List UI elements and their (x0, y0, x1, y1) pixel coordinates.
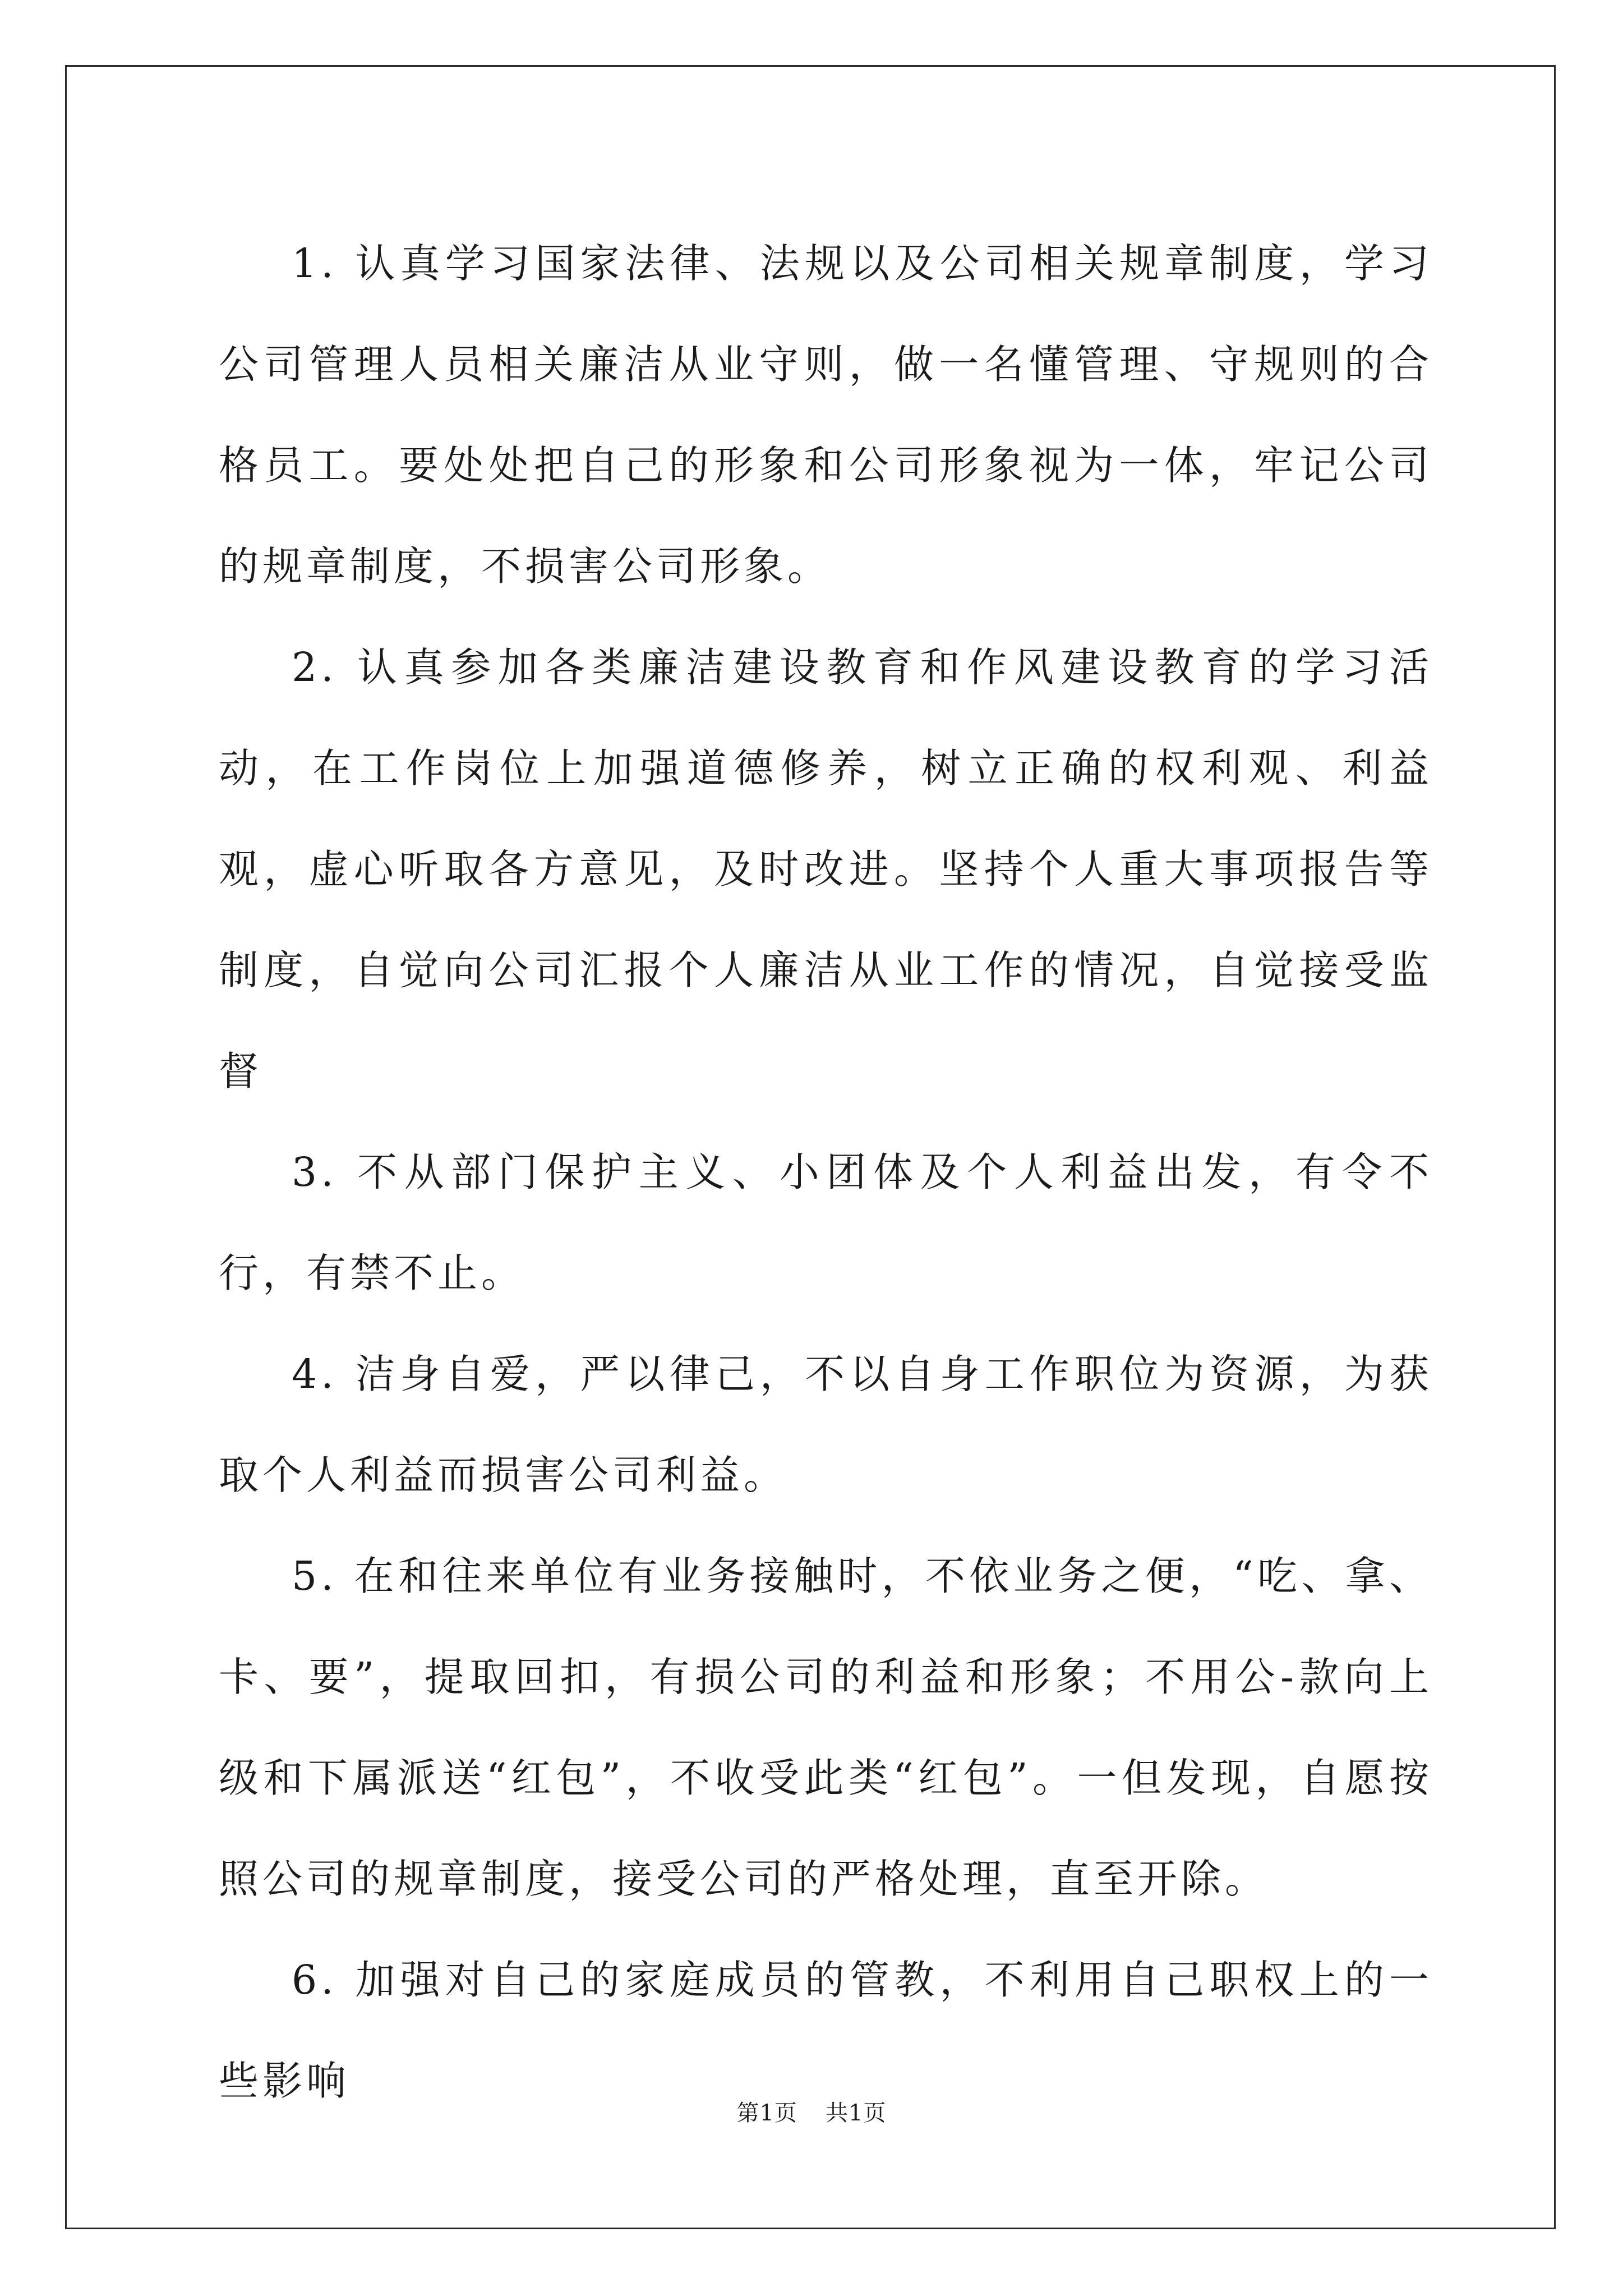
paragraph-5: 5. 在和往来单位有业务接触时，不依业务之便，“吃、拿、卡、要”，提取回扣，有损公司的利益和形象；不用公-款向上级和下属派送“红包”，不收受此类“红包”。一但发现，自愿按照公司的规章制度，接受公司的严格处理，直至开除。 (219, 1553, 1433, 1902)
page-number-total: 共1页 (826, 2100, 887, 2126)
page-footer (0, 2095, 1623, 2127)
document-body (219, 213, 1433, 2132)
paragraph-3: 3. 不从部门保护主义、小团体及个人利益出发，有令不行，有禁不止。 (219, 1149, 1433, 1296)
paragraph-1: 1. 认真学习国家法律、法规以及公司相关规章制度，学习公司管理人员相关廉洁从业守则，做一名懂管理、守规则的合格员工。要处处把自己的形象和公司形象视为一体，牢记公司的规章制度，不损害公司形象。 (219, 240, 1433, 590)
paragraph-6: 6. 加强对自己的家庭成员的管教，不利用自己职权上的一些影响 (219, 1957, 1433, 2104)
paragraph-4: 4. 洁身自爱，严以律己，不以自身工作职位为资源，为获取个人利益而损害公司利益。 (219, 1351, 1433, 1498)
page-number-current: 第1页 (736, 2100, 797, 2126)
paragraph-2: 2. 认真参加各类廉洁建设教育和作风建设教育的学习活动，在工作岗位上加强道德修养，树立正确的权利观、利益观，虚心听取各方意见，及时改进。坚持个人重大事项报告等制度，自觉向公司汇报个人廉洁从业工作的情况，自觉接受监督 (219, 644, 1433, 1094)
